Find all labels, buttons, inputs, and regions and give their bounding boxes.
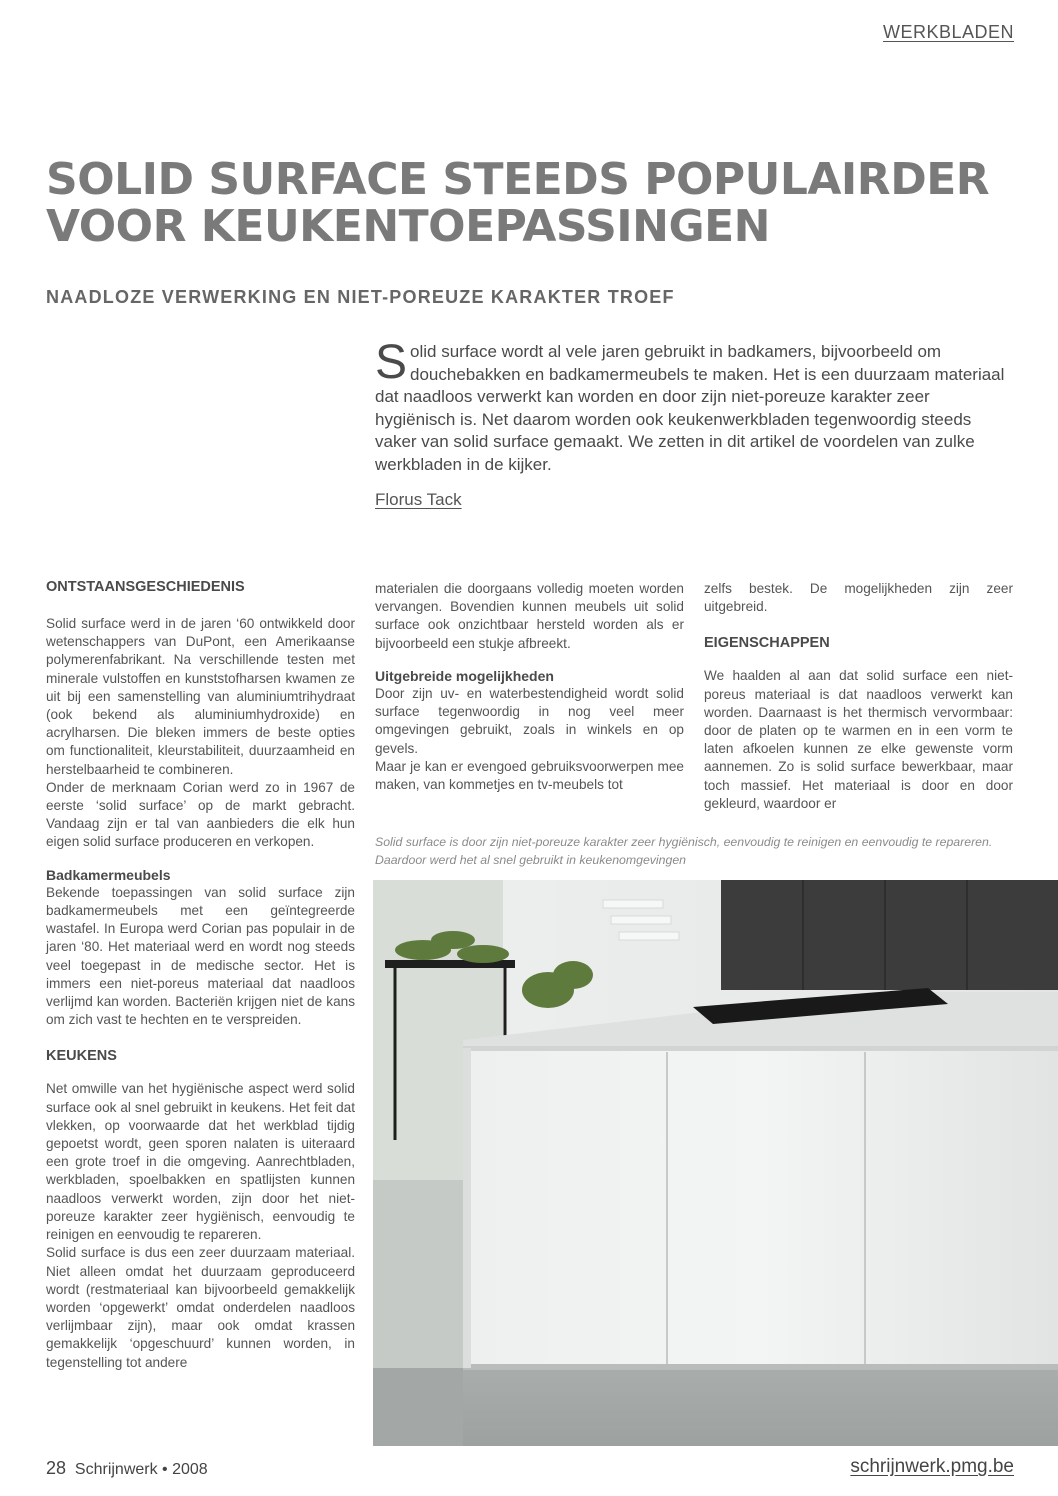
kitchen-photo [373, 880, 1058, 1446]
heading-bathroom: Badkamermeubels [46, 866, 171, 883]
heading-kitchens: KEUKENS [46, 1048, 117, 1065]
section-tag: WERKBLADEN [882, 22, 1014, 42]
column-1 [46, 578, 355, 1372]
paragraph-origin-1: Solid surface werd in de jaren ‘60 ontwikkeld door wetenschappers van DuPont, een Amerikaanse polymerenfabrikant. Na verschillende testen met minerale vulstoffen en kunststofharsen kwamen ze uit bij een samenstelling van aluminiumtrihydraat (ook bekend als aluminiumhydroxide) en acrylharsen. Die bleken immers de beste opties om functionaliteit, kleurstabiliteit, duurzaamheid en herstelbaarheid te combineren. [46, 616, 355, 777]
paragraph-origin-2: Onder de merknaam Corian werd zo in 1967 de eerste ‘solid surface’ op de markt gebracht. Vandaag zijn er tal van aanbieders die elk hun eigen solid surface produceren en verkopen. [46, 779, 355, 850]
drop-cap: S [375, 336, 408, 389]
page-number: 28 [46, 1458, 67, 1478]
heading-origin: ONTSTAANSGESCHIEDENIS [46, 579, 245, 595]
website-link[interactable]: schrijnwerk.pmg.be [850, 1456, 1014, 1477]
photo-caption: Solid surface is door zijn niet-poreuze karakter zeer hygiënisch, eenvoudig te reinigen en eenvoudig te repareren. Daardoor werd het al snel gebruikt in keukenomgevingen [375, 835, 993, 867]
lead-text: olid surface wordt al vele jaren gebruikt in badkamers, bijvoorbeeld om douchebakken en badkamermeubels te maken. Het is een duurzaam materiaal dat naadloos verwerkt kan worden en door zijn niet-poreuze karakter zeer hygiënisch is. Net daarom worden ook keukenwerkbladen tegenwoordig steeds vaker van solid surface gemaakt. We zetten in dit artikel de voordelen van zulke werkbladen in de kijker. [375, 342, 1005, 474]
paragraph-col3-continued: zelfs bestek. De mogelijkheden zijn zeer uitgebreid. [704, 581, 1013, 615]
column-3 [704, 580, 1013, 813]
paragraph-col2-continued: materialen die doorgaans volledig moeten worden vervangen. Bovendien kunnen meubels uit solid surface ook onzichtbaar hersteld worden als er bijvoorbeeld een stukje afbreekt. [375, 581, 684, 651]
heading-properties: EIGENSCHAPPEN [704, 635, 830, 652]
paragraph-bathroom: Bekende toepassingen van solid surface zijn badkamermeubels met een geïntegreerde wastafel. In Europa werd Corian pas populair in de jaren ‘80. Het materiaal werd en wordt nog steeds veel toegepast in de medische sector. Het is immers een niet-poreus materiaal dat naadloos verlijmd kan worden. Bacteriën krijgen niet de kans om zich vast te hechten en te verspreiden. [46, 884, 355, 1028]
author-byline[interactable]: Florus Tack [375, 490, 462, 509]
lead-paragraph [375, 336, 1005, 477]
paragraph-properties: We haalden al aan dat solid surface een niet-poreus materiaal is dat naadloos verwerkt kan worden. Daarnaast is het thermisch vervormbaar: door de platen op te warmen en in een vorm te laten afkoelen kunnen ze elke gewenste vorm aannemen. Zo is solid surface bewerkbaar, maar toch massief. Het materiaal is door en door gekleurd, waardoor er [704, 668, 1013, 811]
article-subtitle: NAADLOZE VERWERKING EN NIET-POREUZE KARAKTER TROEF [46, 287, 675, 307]
publication-name: Schrijnwerk • 2008 [74, 1461, 208, 1478]
column-2 [375, 580, 684, 794]
heading-options: Uitgebreide mogelijkheden [375, 667, 554, 684]
paragraph-options-2: Maar je kan er evengoed gebruiksvoorwerpen mee maken, van kommetjes en tv-meubels tot [375, 758, 684, 793]
paragraph-kitchens-2: Solid surface is dus een zeer duurzaam materiaal. Niet alleen omdat het duurzaam geproduceerd wordt (restmateriaal kan bijvoorbeeld gemakkelijk worden ‘opgewerkt’ omdat onderdelen naadloos verlijmbaar zijn), maar ook omdat krassen gemakkelijk ‘opgeschuurd’ kunnen worden, in tegenstelling tot andere [46, 1245, 355, 1370]
paragraph-kitchens-1: Net omwille van het hygiënische aspect werd solid surface ook al snel gebruikt in keukens. Het feit dat vlekken, op voorwaarde dat het werkblad tijdig gepoetst wordt, geen sporen nalaten is uiteraard een grote troef in die omgeving. Aanrechtbladen, werkbladen, spoelbakken en spatlijsten kunnen naadloos verwerkt worden, zijn door het niet-poreuze karakter zeer hygiënisch, eenvoudig te reinigen en eenvoudig te repareren. [46, 1081, 355, 1243]
paragraph-options-1: Door zijn uv- en waterbestendigheid wordt solid surface tegenwoordig in nog veel meer omgevingen gebruikt, zoals in winkels en op gevels. [375, 686, 684, 756]
footer-publication [46, 1458, 208, 1479]
article-title: SOLID SURFACE STEEDS POPULAIRDER VOOR KEUKENTOEPASSINGEN [46, 154, 990, 252]
